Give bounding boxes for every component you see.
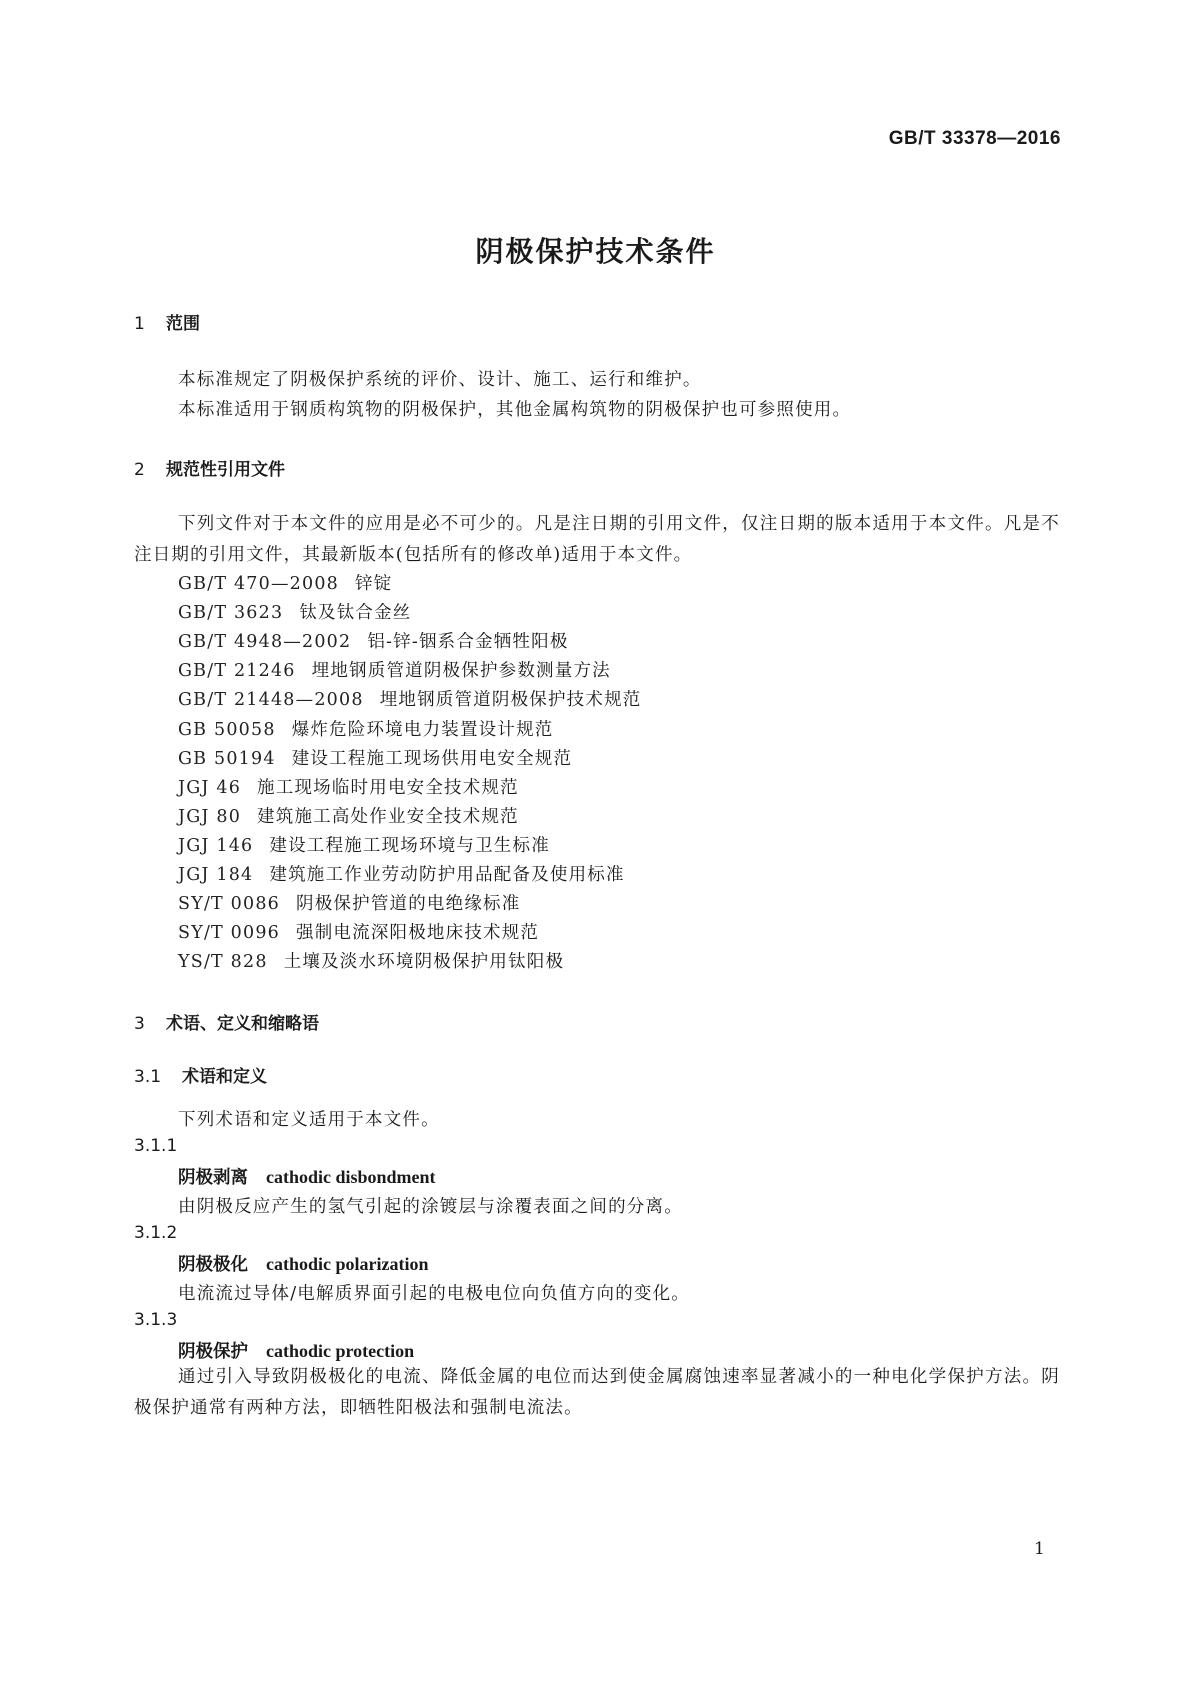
subsection-number: 3.1 [134,1067,162,1087]
reference-code: GB/T 470—2008 [178,574,340,594]
reference-code: YS/T 828 [178,952,268,972]
standard-code: GB/T 33378—2016 [888,128,1061,149]
reference-title: 阴极保护管道的电绝缘标准 [296,894,521,914]
page-number: 1 [1034,1539,1045,1559]
section-title: 规范性引用文件 [166,460,285,480]
term-zh: 阴极保护 [178,1342,248,1362]
section-number: 1 [134,314,145,334]
reference-title: 施工现场临时用电安全技术规范 [257,778,519,798]
reference-item [178,570,392,595]
reference-title: 建筑施工作业劳动防护用品配备及使用标准 [269,865,625,885]
term-zh: 阴极剥离 [178,1168,248,1188]
reference-title: 建筑施工高处作业安全技术规范 [257,807,519,827]
reference-item [178,774,519,799]
document-title: 阴极保护技术条件 [475,235,716,268]
references-intro: 下列文件对于本文件的应用是必不可少的。凡是注日期的引用文件，仅注日期的版本适用于本文件。凡是不注日期的引用文件，其最新版本(包括所有的修改单)适用于本文件。 [134,514,1060,565]
terms-intro: 下列术语和定义适用于本文件。 [178,1110,440,1130]
term-en: cathodic protection [266,1341,415,1361]
section-title: 术语、定义和缩略语 [166,1014,319,1034]
reference-item [178,745,572,770]
reference-title: 锌锭 [355,574,393,594]
reference-title: 钛及钛合金丝 [299,603,412,623]
reference-item [178,657,611,682]
paragraph: 本标准规定了阴极保护系统的评价、设计、施工、运行和维护。 [178,370,702,390]
section-3-heading [134,1009,319,1034]
reference-code: JGJ 80 [178,807,242,827]
reference-code: SY/T 0096 [178,923,281,943]
section-number: 2 [134,460,145,480]
reference-title: 建设工程施工现场供用电安全规范 [291,749,573,769]
reference-code: GB/T 3623 [178,603,284,623]
term-number: 3.1.3 [134,1310,178,1330]
reference-title: 埋地钢质管道阴极保护技术规范 [379,690,642,710]
reference-title: 爆炸危险环境电力装置设计规范 [291,720,554,740]
term-definition: 电流流过导体/电解质界面引起的电极电位向负值方向的变化。 [178,1284,690,1304]
subsection-title: 术语和定义 [182,1067,267,1087]
reference-code: GB/T 21448—2008 [178,690,364,710]
reference-code: JGJ 184 [178,865,254,885]
term-number: 3.1.1 [134,1136,178,1156]
section-1-heading [134,309,200,334]
reference-code: GB 50058 [178,720,276,740]
reference-item [178,599,412,624]
subsection-3-1-heading [134,1062,267,1087]
reference-item [178,686,642,711]
term-number: 3.1.2 [134,1223,178,1243]
term-zh: 阴极极化 [178,1255,248,1275]
section-title: 范围 [166,314,200,334]
reference-title: 建设工程施工现场环境与卫生标准 [269,836,550,856]
reference-title: 铝-锌-铟系合金牺牲阳极 [367,632,569,652]
term-definition: 通过引入导致阴极极化的电流、降低金属的电位而达到使金属腐蚀速率显著减小的一种电化学保护方法。阴极保护通常有两种方法，即牺牲阳极法和强制电流法。 [134,1367,1060,1418]
reference-title: 强制电流深阳极地床技术规范 [296,923,540,943]
term-en: cathodic polarization [266,1254,429,1274]
reference-code: JGJ 46 [178,778,242,798]
reference-title: 埋地钢质管道阴极保护参数测量方法 [311,661,611,681]
reference-code: GB/T 4948—2002 [178,632,352,652]
reference-item [178,890,520,915]
term-heading [178,1251,429,1276]
reference-title: 土壤及淡水环境阴极保护用钛阳极 [283,952,565,972]
reference-item [178,832,550,857]
section-2-heading [134,455,285,480]
term-heading [178,1338,414,1363]
reference-item [178,861,625,886]
reference-item [178,919,539,944]
reference-item [178,948,564,973]
term-en: cathodic disbondment [266,1167,436,1187]
reference-code: SY/T 0086 [178,894,281,914]
paragraph: 本标准适用于钢质构筑物的阴极保护，其他金属构筑物的阴极保护也可参照使用。 [178,400,852,420]
reference-item [178,716,554,741]
reference-code: GB 50194 [178,749,276,769]
term-definition: 由阴极反应产生的氢气引起的涂镀层与涂覆表面之间的分离。 [178,1197,683,1217]
reference-item [178,803,519,828]
reference-code: GB/T 21246 [178,661,296,681]
section-number: 3 [134,1014,145,1034]
term-heading [178,1164,436,1189]
reference-code: JGJ 146 [178,836,254,856]
reference-item [178,628,569,653]
